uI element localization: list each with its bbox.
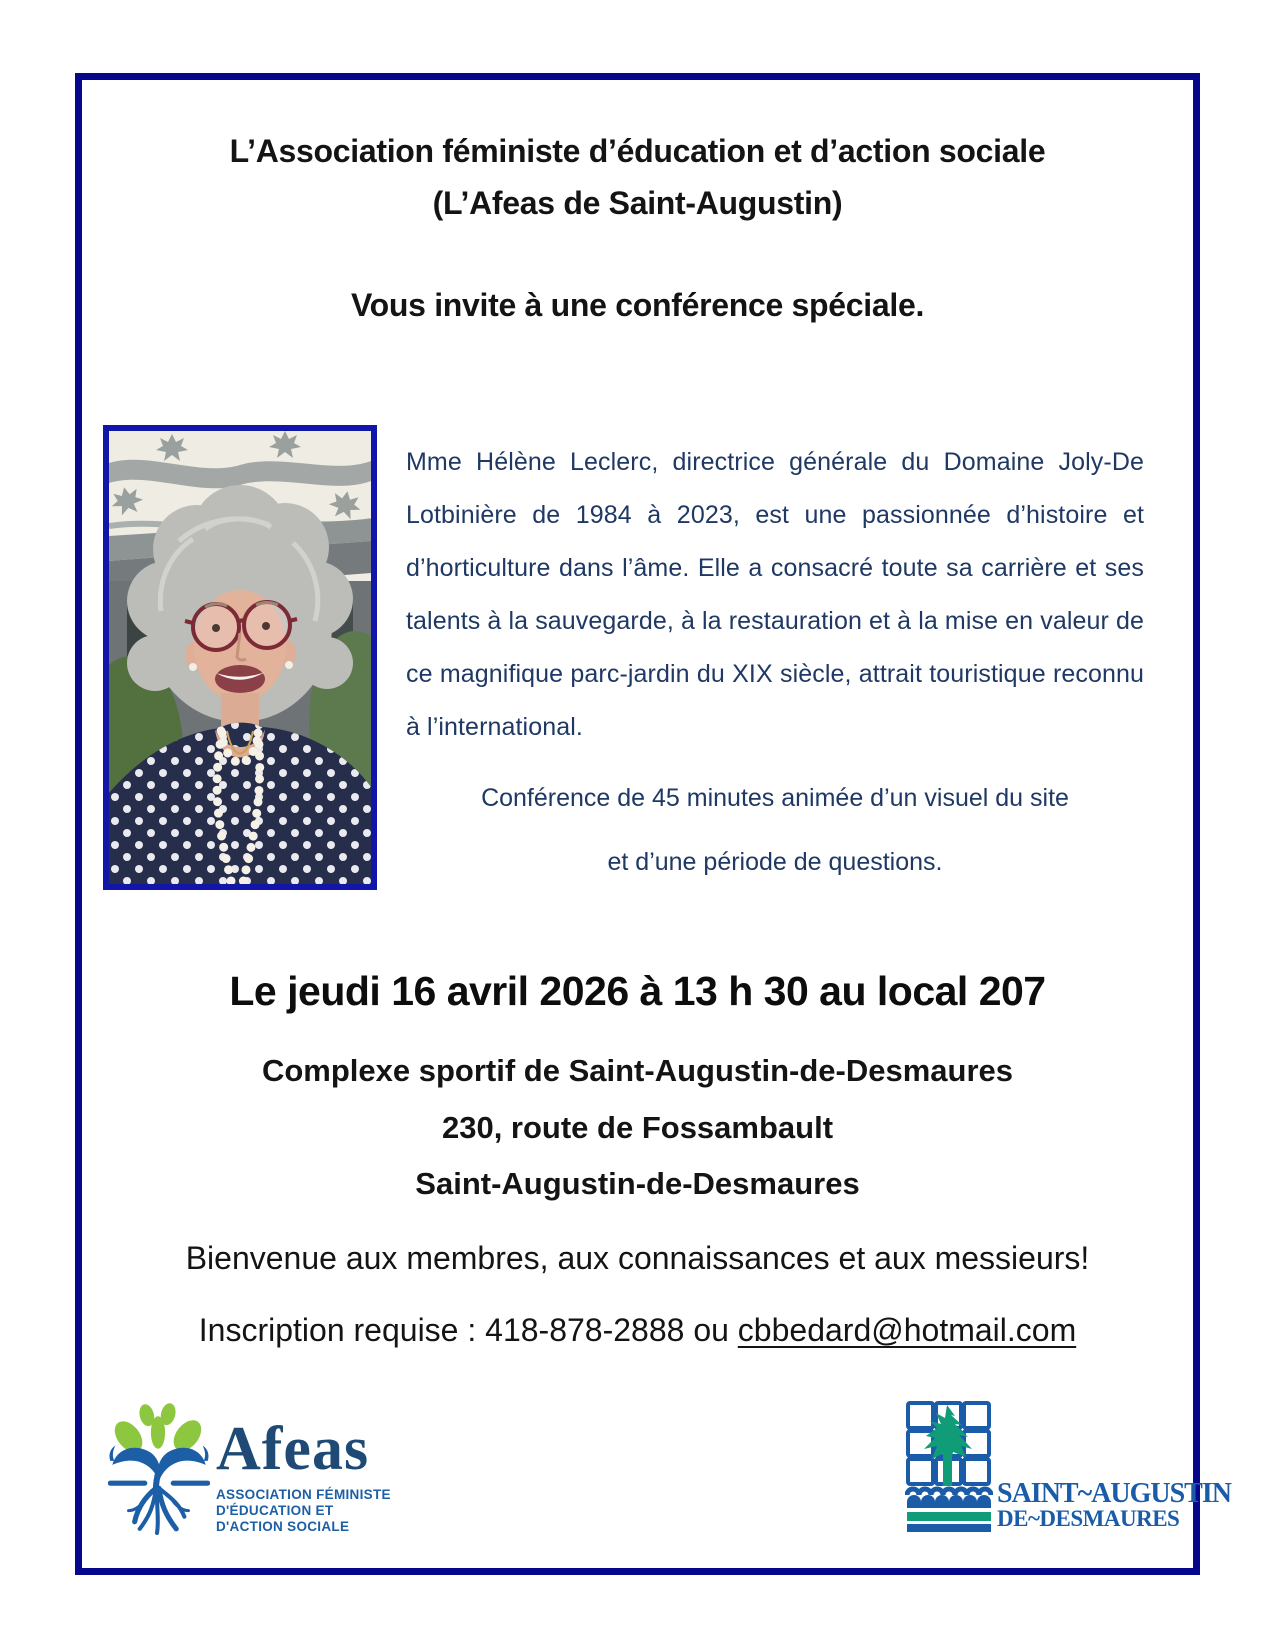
pearl-earring bbox=[189, 663, 197, 671]
speaker-photo bbox=[103, 425, 377, 890]
afeas-logo-text bbox=[216, 1402, 391, 1535]
conference-note-line1: Conférence de 45 minutes animée d’un visuel du site bbox=[481, 784, 1069, 812]
afeas-subtitle-line3: D'ACTION SOCIALE bbox=[216, 1519, 350, 1534]
association-title-line1: L’Association féministe d’éducation et d’action sociale bbox=[229, 133, 1046, 169]
afeas-subtitle-line1: ASSOCIATION FÉMINISTE bbox=[216, 1487, 391, 1502]
conference-note-line2: et d’une période de questions. bbox=[607, 848, 943, 876]
pearl-earring bbox=[285, 661, 293, 669]
saint-augustin-grid-tree-icon bbox=[905, 1400, 993, 1532]
association-title-line2: (L’Afeas de Saint-Augustin) bbox=[432, 185, 843, 221]
registration-email-link[interactable]: cbbedard@hotmail.com bbox=[737, 1312, 1077, 1348]
afeas-wordmark: Afeas bbox=[216, 1415, 370, 1483]
saint-augustin-name-line2: DE~DESMAURES bbox=[997, 1506, 1180, 1531]
event-address: 230, route de Fossambault bbox=[441, 1110, 834, 1145]
water-waves bbox=[907, 1489, 991, 1508]
event-venue: Complexe sportif de Saint-Augustin-de-Desmaures bbox=[261, 1053, 1013, 1088]
invitation-line: Vous invite à une conférence spéciale. bbox=[350, 287, 925, 323]
afeas-subtitle-line2: D'ÉDUCATION ET bbox=[216, 1503, 334, 1518]
event-city: Saint-Augustin-de-Desmaures bbox=[415, 1166, 860, 1201]
event-datetime: Le jeudi 16 avril 2026 à 13 h 30 au local 207 bbox=[229, 968, 1046, 1014]
speaker-portrait-illustration bbox=[109, 431, 371, 884]
speaker-bio: Mme Hélène Leclerc, directrice générale du Domaine Joly-De Lotbinière de 1984 à 2023, est une passionnée d’histoire et d’horticulture dans l’âme. Elle a consacré toute sa carrière et ses talents à la sauvegarde, à la restauration et à la mise en valeur de ce magnifique parc-jardin du XIX siècle, attrait touristique reconnu à l’international. bbox=[406, 448, 1144, 741]
welcome-line: Bienvenue aux membres, aux connaissances et aux messieurs! bbox=[185, 1240, 1090, 1276]
eye bbox=[262, 622, 270, 630]
afeas-logo bbox=[108, 1402, 391, 1536]
afeas-roots bbox=[110, 1469, 207, 1533]
blue-bar bbox=[907, 1524, 991, 1532]
afeas-tree-hands-icon bbox=[108, 1402, 210, 1536]
registration-line bbox=[75, 1312, 1200, 1349]
conference-note bbox=[406, 766, 1144, 894]
registration-text: Inscription requise : 418-878-2888 ou bbox=[198, 1312, 738, 1348]
saint-augustin-logo-text bbox=[997, 1478, 1231, 1531]
saint-augustin-logo bbox=[905, 1400, 1231, 1532]
saint-augustin-name-line1: SAINT~AUGUSTIN bbox=[997, 1478, 1231, 1509]
afeas-subtitle bbox=[216, 1487, 391, 1535]
afeas-leaves bbox=[109, 1402, 207, 1457]
green-bar bbox=[907, 1512, 991, 1521]
eye bbox=[212, 624, 220, 632]
